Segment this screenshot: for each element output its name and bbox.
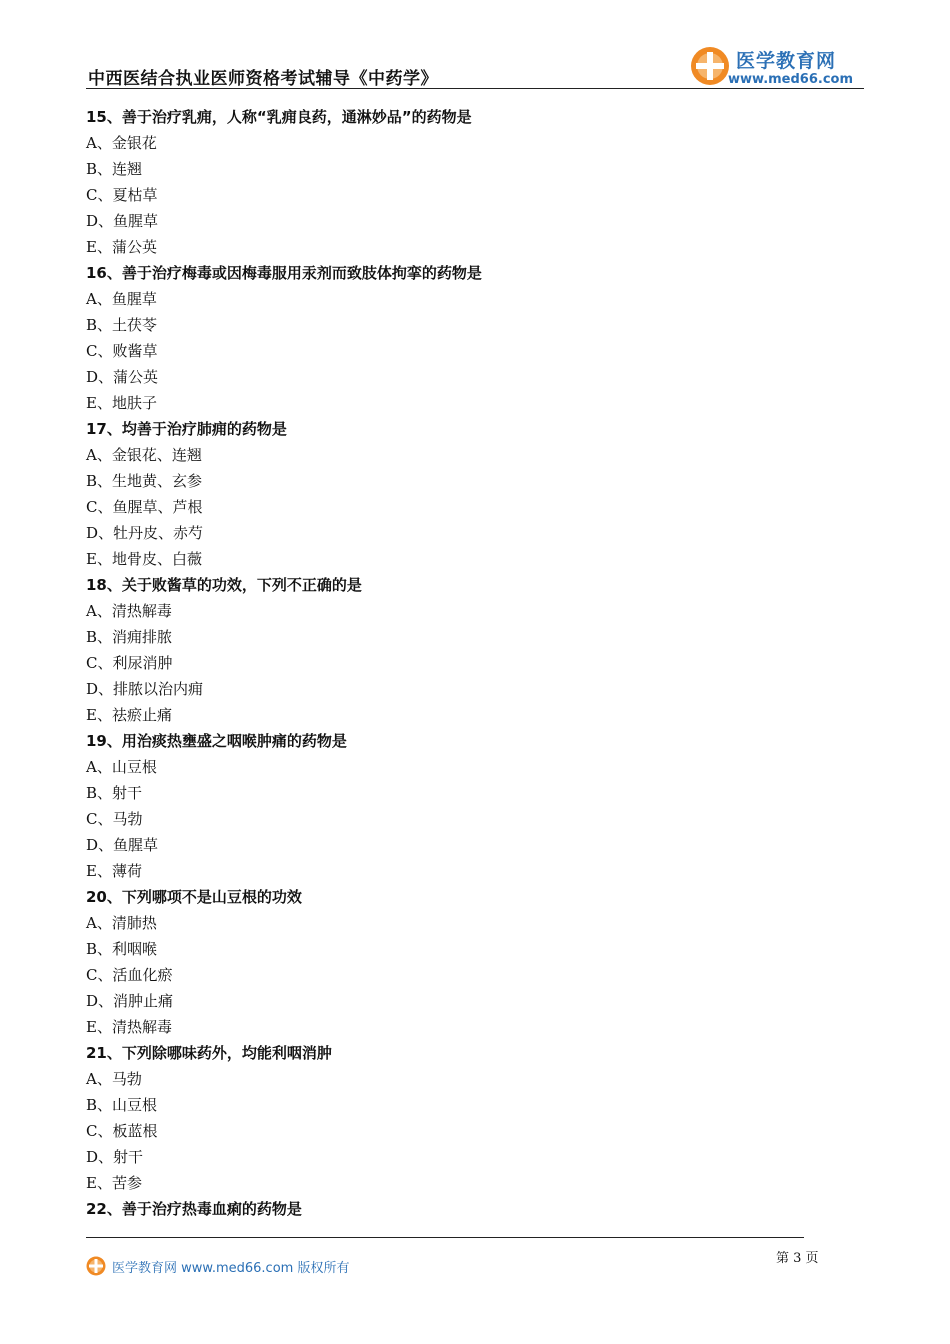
answer-option: A、清热解毒 <box>86 602 172 620</box>
answer-option: A、鱼腥草 <box>86 290 157 308</box>
question-title: 22、善于治疗热毒血痢的药物是 <box>86 1200 302 1218</box>
answer-option: D、牡丹皮、赤芍 <box>86 524 204 542</box>
answer-option: A、马勃 <box>86 1070 142 1088</box>
header-divider <box>86 88 864 89</box>
answer-option: E、祛瘀止痛 <box>86 706 172 724</box>
answer-option: C、败酱草 <box>86 342 158 360</box>
answer-option: D、蒲公英 <box>86 368 159 386</box>
answer-option: B、山豆根 <box>86 1096 158 1114</box>
medical-cross-logo-icon <box>690 46 730 86</box>
answer-option: C、马勃 <box>86 810 143 828</box>
answer-option: C、板蓝根 <box>86 1122 158 1140</box>
question-list <box>86 104 846 1222</box>
question-title: 19、用治痰热壅盛之咽喉肿痛的药物是 <box>86 732 347 750</box>
answer-option: D、排脓以治内痈 <box>86 680 204 698</box>
question-title: 17、均善于治疗肺痈的药物是 <box>86 420 287 438</box>
footer-divider <box>86 1237 804 1238</box>
answer-option: C、夏枯草 <box>86 186 158 204</box>
question-title: 15、善于治疗乳痈，人称“乳痈良药，通淋妙品”的药物是 <box>86 108 472 126</box>
logo-site-url: www.med66.com <box>728 72 854 87</box>
answer-option: D、射干 <box>86 1148 144 1166</box>
question-title: 20、下列哪项不是山豆根的功效 <box>86 888 302 906</box>
answer-option: E、地骨皮、白薇 <box>86 550 202 568</box>
answer-option: B、生地黄、玄参 <box>86 472 203 490</box>
answer-option: D、鱼腥草 <box>86 212 159 230</box>
answer-option: A、金银花 <box>86 134 157 152</box>
answer-option: B、射干 <box>86 784 143 802</box>
question-title: 16、善于治疗梅毒或因梅毒服用汞剂而致肢体拘挛的药物是 <box>86 264 482 282</box>
answer-option: C、利尿消肿 <box>86 654 173 672</box>
answer-option: C、鱼腥草、芦根 <box>86 498 203 516</box>
answer-option: D、鱼腥草 <box>86 836 159 854</box>
answer-option: B、连翘 <box>86 160 143 178</box>
answer-option: E、地肤子 <box>86 394 157 412</box>
medical-cross-footer-icon <box>86 1256 106 1276</box>
logo-site-name: 医学教育网 <box>736 50 837 72</box>
answer-option: E、薄荷 <box>86 862 142 880</box>
answer-option: B、土茯苓 <box>86 316 158 334</box>
answer-option: C、活血化瘀 <box>86 966 173 984</box>
answer-option: D、消肿止痛 <box>86 992 174 1010</box>
answer-option: A、金银花、连翘 <box>86 446 202 464</box>
answer-option: A、清肺热 <box>86 914 157 932</box>
footer-copyright-text: 医学教育网 www.med66.com 版权所有 <box>112 1261 350 1276</box>
answer-option: B、利咽喉 <box>86 940 158 958</box>
question-title: 18、关于败酱草的功效，下列不正确的是 <box>86 576 362 594</box>
answer-option: E、蒲公英 <box>86 238 157 256</box>
page-number: 第 3 页 <box>776 1251 819 1266</box>
answer-option: E、清热解毒 <box>86 1018 172 1036</box>
answer-option: A、山豆根 <box>86 758 157 776</box>
answer-option: B、消痈排脓 <box>86 628 173 646</box>
site-logo[interactable] <box>690 44 865 90</box>
document-header-title: 中西医结合执业医师资格考试辅导《中药学》 <box>88 69 438 89</box>
question-title: 21、下列除哪味药外，均能利咽消肿 <box>86 1044 332 1062</box>
answer-option: E、苦参 <box>86 1174 142 1192</box>
